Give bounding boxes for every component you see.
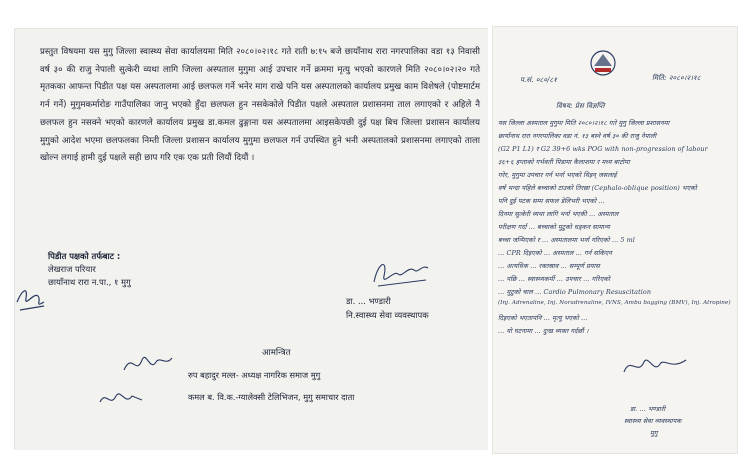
note-closing-name: डा. ... भण्डारी: [630, 405, 666, 413]
note-line: ... यो घटनामा ... दुःख व्यक्त गर्दछौं ।: [498, 327, 589, 335]
note-line: ... अत्यधिक ... रक्तस्राव ... सम्पूर्ण प्रयास: [498, 262, 600, 270]
typed-letter-body: [40, 44, 480, 168]
note-line: ... पछि ... स्वास्थ्यकर्मी ... उपचार ... गरिएको: [498, 275, 610, 283]
note-line: छायाँनाथ रारा नगरपालिका वडा नं. १३ बस्ने वर्ष ३० की राजु नेपाली: [498, 132, 657, 140]
letter-paragraph: प्रस्तुत विषयमा यस मुगु जिल्ला स्वास्थ्य सेवा कार्यालयमा मिति २०८०।०२।१८ गते राती ७:१५ बजे छायाँनाथ रारा नगरपालिका वडा १३ निवासी वर्ष ३० की राजु नेपाली सुत्केरी व्यथा लागि जिल्ला अस्पताल मुगुमा आई उपचार गर्ने क्रममा मृत्यु भएको कारणले मिति २०८०।०२।२० गते मृतकका आफन्त पिडीत पक्ष यस अस्पतालमा आई छलफल गर्ने भनेर माग राखे पनि यस अस्पतालको कार्यालय प्रमुख काम विशेषले (पोष्टमार्टम गर्न गर्ने) मुगुमकर्मारोङ गाउँपालिका जानु भएको हुँदा छलफल हुन नसकेकोले पिडीत पक्षले अस्पताल प्रशासनमा ताल लगाएको र अहिले नै छलफल हुन नसक्ने भएको कारणले कार्यालय प्रमुख डा.कमल ढुङ्गाना यस अस्पतालमा आइसकेपछी दुई पक्ष बिच जिल्ला प्रशासन कार्यालय मुगुको आदेश भएमा छलफलका निम्ती जिल्ला प्रशासन कार्यालय मुगुमा छलफल गर्न उपस्थित हुने भनी अस्पतालको प्रशासनमा लगाएको ताला खोल्न लगाई हामी दुई पक्षले सही छाप गरि एक एक प्रती लियौं दियौं ।: [40, 47, 480, 164]
note-line: दिइएको भएतापनि ... मृत्यु भएको ...: [498, 314, 588, 322]
note-subject: विषय: प्रेस विज्ञप्ति: [556, 102, 605, 110]
note-line: बच्चा जन्मिएको र ... अस्पतालमा भर्ना गरिएको ... 5 ml: [498, 236, 635, 244]
manager-signature: [368, 252, 432, 296]
note-closing-title: स्वास्थ्य सेवा व्यवस्थापक: [624, 417, 682, 425]
note-line: ... CPR दिइएको ... अस्पताल ... गर्न सकिएन: [498, 249, 612, 257]
victim-party-block: [48, 250, 131, 289]
signer-block: [346, 294, 429, 322]
note-line: (G2 P1 L1) र G2 39+6 wks POG with non-progression of labour: [498, 145, 708, 153]
note-line: दिनमा सुत्केरी व्यथा लागि भर्ना भएकी ... अस्पताल: [498, 210, 619, 218]
signer-title: नि.स्वास्थ्य सेवा व्यवस्थापक: [346, 310, 429, 320]
invited-heading: आमन्त्रित: [262, 348, 291, 358]
note-reference: प.सं. ०८०/८१: [520, 76, 558, 84]
note-line: गरेर, मुगुमा उपचार गर्न भर्ना भएको थिइन् जसलाई: [498, 171, 617, 179]
signer-name: डा. ... भण्डारी: [346, 296, 391, 306]
note-signature: [620, 350, 690, 380]
note-line: ... मुटुको चाल ... Cardio Pulmonary Resuscitation: [498, 288, 652, 296]
note-line: ३६+६ हप्ताको गर्भवती पिडामा कैलाशमा र मध्य बाटोमा: [498, 158, 630, 166]
note-line: वर्ष भन्दा पहिले बच्चाको टाउको तिरछा (Cephalo-oblique position) भएको: [498, 184, 697, 192]
guest-line-2: कमल ब. वि.क.-ग्यालेक्सी टेलिभिजन, मुगु समाचार दाता: [188, 392, 355, 402]
victim-party-heading: पिडीत पक्षको तर्फबाट :: [48, 251, 121, 261]
victim-party-address: छायाँनाथ रारा न.पा., १ मुगु: [48, 277, 131, 287]
note-date: मिति: २०८०।२।१८: [652, 74, 701, 82]
note-line: पनि दुई पटक सम्म सफल डेलिभरी भएको ...: [498, 197, 605, 205]
guest-line-1: रुप बहादुर मल्ल- अध्यक्ष नागरिक समाज मुगु: [188, 370, 321, 380]
note-line: यस जिल्ला अस्पताल मुगुमा मिति २०८०।२।१८ गते मुगु जिल्ला प्रशासनमा: [498, 119, 670, 127]
guest-signature-1: [120, 346, 176, 380]
guest-signature-2: [96, 386, 146, 412]
note-closing-place: मुगु: [650, 429, 658, 437]
note-line: परीक्षण गर्दा ... बच्चाको मुटुको धड्कन सामान्य: [498, 223, 610, 231]
victim-party-name: लेखराज परियार: [48, 264, 96, 274]
note-line: (Inj. Adrenaline, Inj. Noradrenaline, IVNS, Ambu bagging (BMV), Inj. Atropine): [498, 300, 731, 306]
nepal-emblem-logo: [586, 48, 620, 78]
